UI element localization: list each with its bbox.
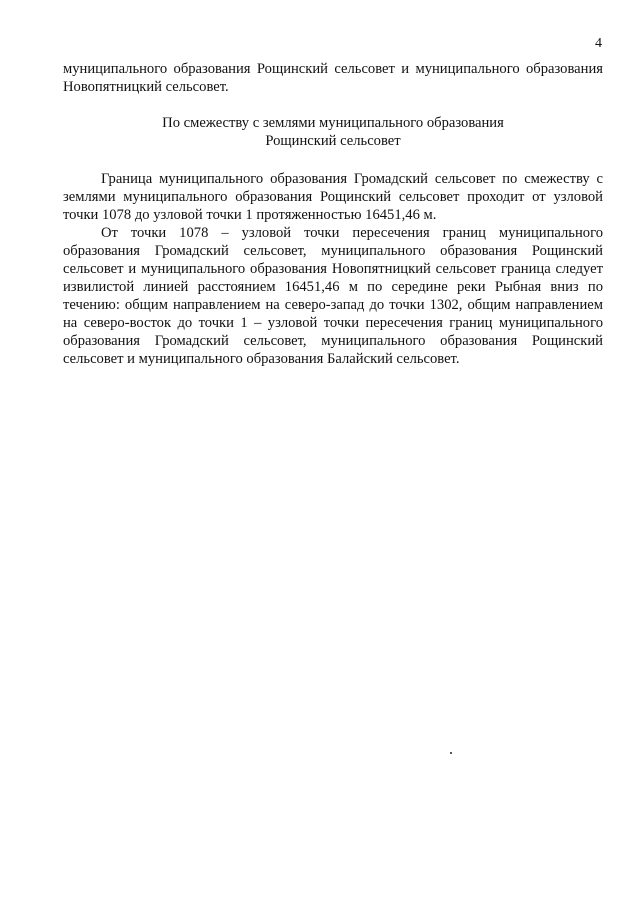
section-heading: [63, 114, 603, 150]
paragraph-boundary-summary: Граница муниципального образования Громадский сельсовет по смежеству с землями муниципального образования Рощинский сельсовет проходит от узловой точки 1078 до узловой точки 1 протяженностью 16451,46 м.: [63, 171, 603, 223]
document-body: [63, 60, 603, 368]
section-heading-line-2: Рощинский сельсовет: [265, 133, 401, 149]
paragraph-boundary-description: От точки 1078 – узловой точки пересечения границ муниципального образования Громадский сельсовет, муниципального образования Рощинский сельсовет и муниципального образования Новопятницкий сельсовет граница следует извилистой линией расстоянием 16451,46 м по середине реки Рыбная вниз по течению: общим направлением на северо-запад до точки 1302, общим направлением на северо-восток до точки 1 – узловой точки пересечения границ муниципального образования Громадский сельсовет, муниципального образования Рощинский сельсовет и муниципального образования Балайский сельсовет.: [63, 225, 603, 367]
scan-speck: [450, 752, 452, 754]
intro-paragraph: муниципального образования Рощинский сельсовет и муниципального образования Новопятницкий сельсовет.: [63, 61, 603, 95]
page-number: 4: [595, 36, 602, 51]
section-heading-line-1: По смежеству с землями муниципального образования: [162, 115, 504, 131]
